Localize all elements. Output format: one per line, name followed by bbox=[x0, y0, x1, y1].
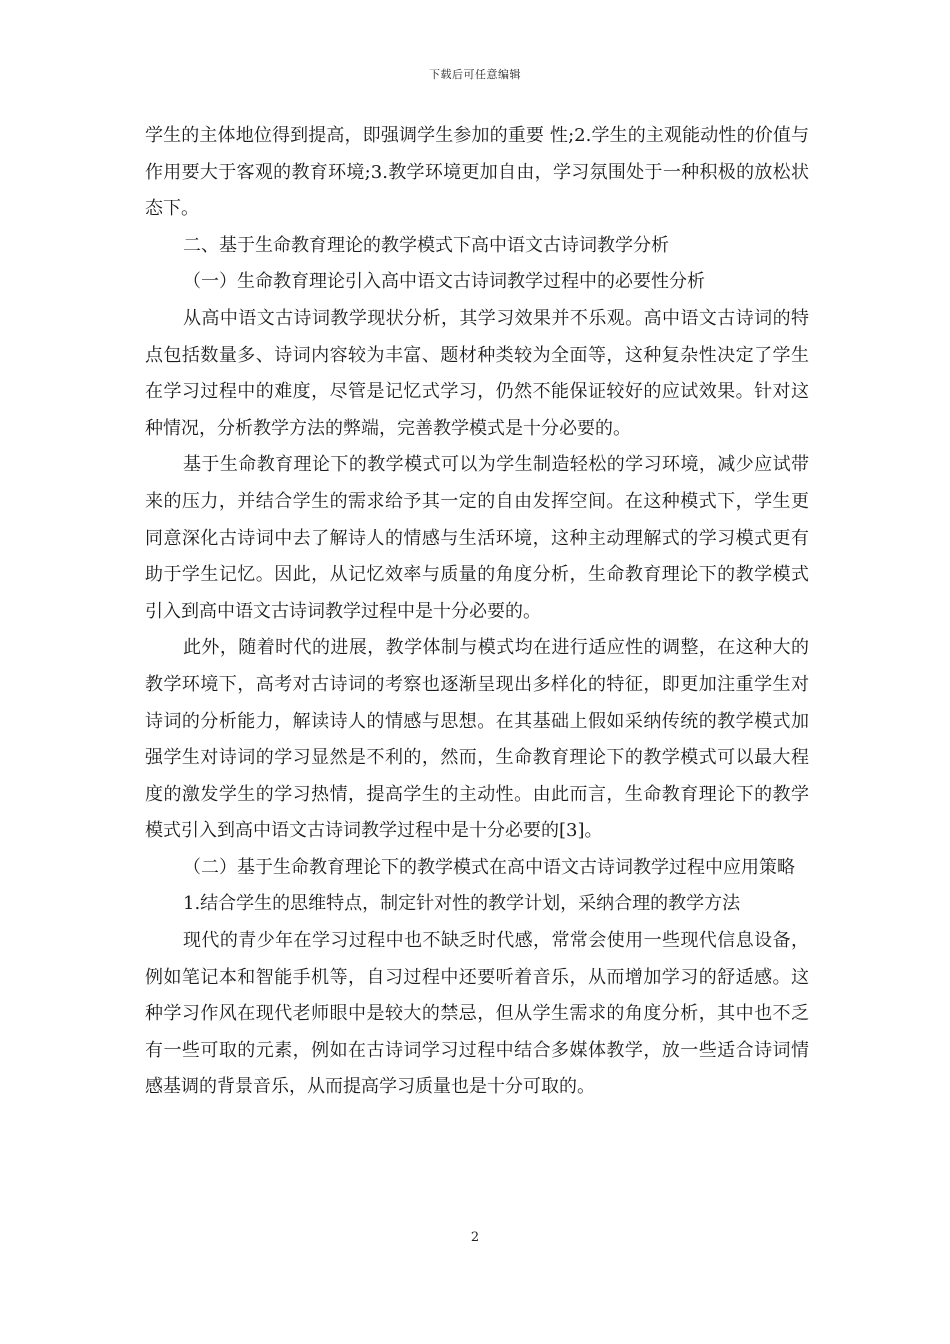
body-paragraph: 此外，随着时代的进展，教学体制与模式均在进行适应性的调整，在这种大的教学环境下，高考对古诗词的考察也逐渐呈现出多样化的特征，即更加注重学生对诗词的分析能力，解读诗人的情感与思想。在其基础上假如采纳传统的教学模式加强学生对诗词的学习显然是不利的，然而，生命教育理论下的教学模式可以最大程度的激发学生的学习热情，提高学生的主动性。由此而言，生命教育理论下的教学模式引入到高中语文古诗词教学过程中是十分必要的[3]。 bbox=[145, 637, 809, 842]
body-paragraph: 学生的主体地位得到提高，即强调学生参加的重要 性;2.学生的主观能动性的价值与作用要大于客观的教育环境;3.教学环境更加自由，学习氛围处于一种积极的放松状态下。 bbox=[145, 125, 809, 220]
subsection-heading: （一）生命教育理论引入高中语文古诗词教学过程中的必要性分析 bbox=[183, 271, 705, 293]
body-paragraph: 基于生命教育理论下的教学模式可以为学生制造轻松的学习环境，减少应试带来的压力，并结合学生的需求给予其一定的自由发挥空间。在这种模式下，学生更同意深化古诗词中去了解诗人的情感与生活环境，这种主动理解式的学习模式更有助于学生记忆。因此，从记忆效率与质量的角度分析，生命教育理论下的教学模式引入到高中语文古诗词教学过程中是十分必要的。 bbox=[145, 454, 809, 622]
body-paragraph: 从高中语文古诗词教学现状分析，其学习效果并不乐观。高中语文古诗词的特点包括数量多、诗词内容较为丰富、题材种类较为全面等，这种复杂性决定了学生在学习过程中的难度，尽管是记忆式学习，仍然不能保证较好的应试效果。针对这种情况，分析教学方法的弊端，完善教学模式是十分必要的。 bbox=[145, 307, 809, 439]
document-body bbox=[145, 118, 809, 1106]
section-heading: 二、基于生命教育理论的教学模式下高中语文古诗词教学分析 bbox=[183, 234, 669, 256]
numbered-heading: 1.结合学生的思维特点，制定针对性的教学计划，采纳合理的教学方法 bbox=[183, 893, 741, 915]
subsection-heading: （二）基于生命教育理论下的教学模式在高中语文古诗词教学过程中应用策略 bbox=[183, 856, 795, 878]
page-number: 2 bbox=[470, 1230, 480, 1245]
body-paragraph: 现代的青少年在学习过程中也不缺乏时代感，常常会使用一些现代信息设备，例如笔记本和智能手机等，自习过程中还要听着音乐，从而增加学习的舒适感。这种学习作风在现代老师眼中是较大的禁忌，但从学生需求的角度分析，其中也不乏有一些可取的元素，例如在古诗词学习过程中结合多媒体教学，放一些适合诗词情感基调的背景音乐，从而提高学习质量也是十分可取的。 bbox=[145, 930, 809, 1098]
page-header: 下载后可任意编辑 bbox=[429, 68, 521, 81]
